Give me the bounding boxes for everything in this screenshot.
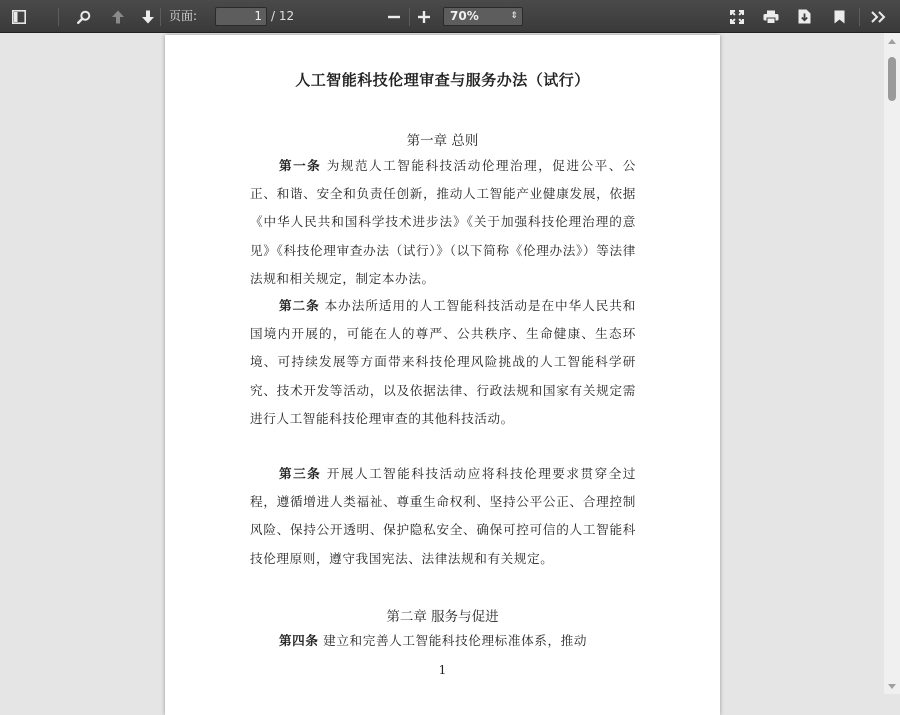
scroll-up-arrow-icon[interactable] — [884, 33, 900, 49]
page-number: 1 — [438, 663, 447, 677]
bookmark-icon[interactable] — [830, 0, 848, 33]
search-icon[interactable] — [74, 0, 94, 33]
zoom-out-icon[interactable] — [385, 0, 403, 33]
page-total: / 12 — [271, 9, 295, 23]
tools-icon[interactable] — [868, 0, 890, 33]
previous-page-icon[interactable] — [108, 0, 128, 33]
article-number: 第一条 — [278, 158, 322, 173]
article-text: 为规范人工智能科技活动伦理治理，促进公平、公正、和谐、安全和负责任创新，推动人工智能产业健康发展，依据《中华人民共和国科学技术进步法》《关于加强科技伦理治理的意见》《科技伦理审查办法（试行）》（以下简称《伦理办法》）等法律法规和相关规定，制定本办法。 — [250, 158, 636, 286]
chapter-heading: 第二章 服务与促进 — [386, 609, 499, 625]
article-number: 第四条 — [278, 633, 319, 648]
toolbar-separator — [160, 8, 161, 26]
toolbar-separator — [58, 8, 59, 26]
toolbar-separator — [409, 8, 410, 26]
download-icon[interactable] — [795, 0, 813, 33]
pdf-page — [165, 35, 720, 715]
presentation-mode-icon[interactable] — [728, 0, 746, 33]
vertical-scrollbar[interactable] — [884, 33, 900, 694]
zoom-in-icon[interactable] — [415, 0, 433, 33]
document-viewer[interactable] — [0, 33, 884, 694]
article-text: 本办法所适用的人工智能科技活动是在中华人民共和国境内开展的，可能在人的尊严、公共秩序、生命健康、生态环境、可持续发展等方面带来科技伦理风险挑战的人工智能科学研究、技术开发等活动，以及依据法律、行政法规和国家有关规定需进行人工智能科技伦理审查的其他科技活动。 — [250, 298, 636, 426]
zoom-dropdown-arrow: ⇕ — [510, 11, 518, 21]
article-number: 第三条 — [278, 466, 322, 481]
article-paragraph — [250, 152, 636, 293]
chapter-heading: 第一章 总则 — [406, 133, 479, 149]
toolbar — [0, 0, 900, 33]
article-paragraph — [250, 460, 636, 573]
sidebar-toggle-icon[interactable] — [8, 0, 30, 33]
toolbar-separator — [859, 8, 860, 26]
zoom-select[interactable] — [443, 7, 523, 26]
scroll-down-arrow-icon[interactable] — [884, 678, 900, 694]
article-text: 开展人工智能科技活动应将科技伦理要求贯穿全过程，遵循增进人类福祉、尊重生命权利、坚持公平公正、合理控制风险、保持公开透明、保护隐私安全、确保可控可信的人工智能科技伦理原则，遵守我国宪法、法律法规和有关规定。 — [250, 466, 636, 566]
article-text: 建立和完善人工智能科技伦理标准体系，推动 — [318, 633, 588, 648]
print-icon[interactable] — [761, 0, 781, 33]
article-paragraph — [250, 292, 636, 433]
article-number: 第二条 — [278, 298, 320, 313]
page-label: 页面: — [169, 9, 198, 23]
scrollbar-thumb[interactable] — [888, 57, 896, 101]
article-paragraph — [250, 627, 636, 655]
zoom-value: 70% — [450, 9, 479, 23]
next-page-icon[interactable] — [138, 0, 158, 33]
page-number-input[interactable]: 1 — [215, 7, 267, 26]
document-title: 人工智能科技伦理审查与服务办法（试行） — [295, 71, 590, 89]
